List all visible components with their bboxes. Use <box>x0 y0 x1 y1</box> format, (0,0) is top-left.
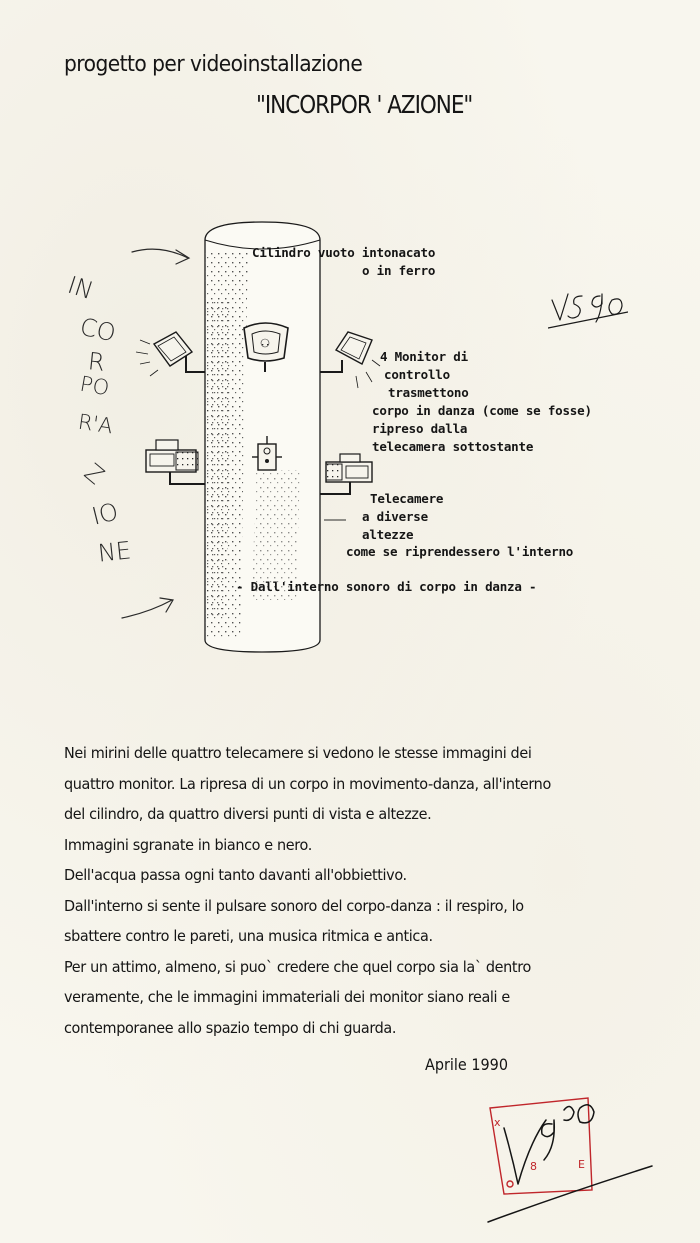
text-line: Dall'interno si sente il pulsare sonoro del corpo-danza : il respiro, lo <box>64 896 524 915</box>
svg-text:E: E <box>578 1158 585 1171</box>
monitor-label-line2: controllo <box>384 367 450 382</box>
document-title: "INCORPOR ' AZIONE" <box>256 90 473 119</box>
sound-label: - Dall'interno sonoro di corpo in danza - <box>236 579 537 594</box>
monitor-label-line4: corpo in danza (come se fosse) <box>372 403 592 418</box>
camera-label-line3: altezze <box>362 527 414 542</box>
camera-label-line2: a diverse <box>362 509 428 524</box>
side-word-part: Z <box>78 457 110 491</box>
text-line: quattro monitor. La ripresa di un corpo in movimento-danza, all'interno <box>64 774 551 793</box>
text-line: Immagini sgranate in bianco e nero. <box>64 835 312 854</box>
left-monitor-icon <box>136 332 205 376</box>
text-line: Dell'acqua passa ogni tanto davanti all'obbiettivo. <box>64 866 407 884</box>
monitor-label-line1: 4 Monitor di <box>380 349 468 364</box>
text-line: Per un attimo, almeno, si puo` credere che quel corpo sia la` dentro <box>64 957 531 976</box>
signature-stamp <box>484 1086 654 1226</box>
description-text <box>64 738 684 1043</box>
document-subtitle: progetto per videoinstallazione <box>64 52 363 77</box>
cylinder-label-line2: o in ferro <box>362 263 436 278</box>
monitor-label-line3: trasmettono <box>388 385 469 400</box>
camera-label-line4: come se riprendessero l'interno <box>346 544 574 559</box>
side-word-part: R <box>86 347 107 377</box>
svg-text:8: 8 <box>530 1160 537 1173</box>
side-word-part: IO <box>88 497 121 531</box>
signature-top <box>548 282 628 342</box>
svg-text:x: x <box>494 1116 501 1129</box>
text-line: del cilindro, da quattro diversi punti di vista e altezze. <box>64 805 432 823</box>
cylinder-label-line1: Cilindro vuoto intonacato <box>252 245 436 260</box>
date: Aprile 1990 <box>425 1055 508 1074</box>
monitor-label-line5: ripreso dalla <box>372 421 468 436</box>
text-line: veramente, che le immagini immateriali dei monitor siano reali e <box>64 988 510 1006</box>
monitor-label-line6: telecamera sottostante <box>372 439 534 454</box>
right-monitor-icon <box>320 332 380 388</box>
right-camera-icon <box>320 454 372 494</box>
text-line: sbattere contro le pareti, una musica ritmica e antica. <box>64 927 433 945</box>
side-word-part: IN <box>64 270 97 306</box>
side-word-part: R'A <box>76 409 115 439</box>
text-line: contemporanee allo spazio tempo di chi guarda. <box>64 1018 397 1037</box>
side-word-part: PO <box>78 371 112 401</box>
camera-label-line1: Telecamere <box>370 491 444 506</box>
side-word-part: NE <box>96 536 133 568</box>
side-word-part: CO <box>77 312 119 348</box>
text-line: Nei mirini delle quattro telecamere si vedono le stesse immagini dei <box>64 744 532 762</box>
left-camera-icon <box>146 440 205 484</box>
